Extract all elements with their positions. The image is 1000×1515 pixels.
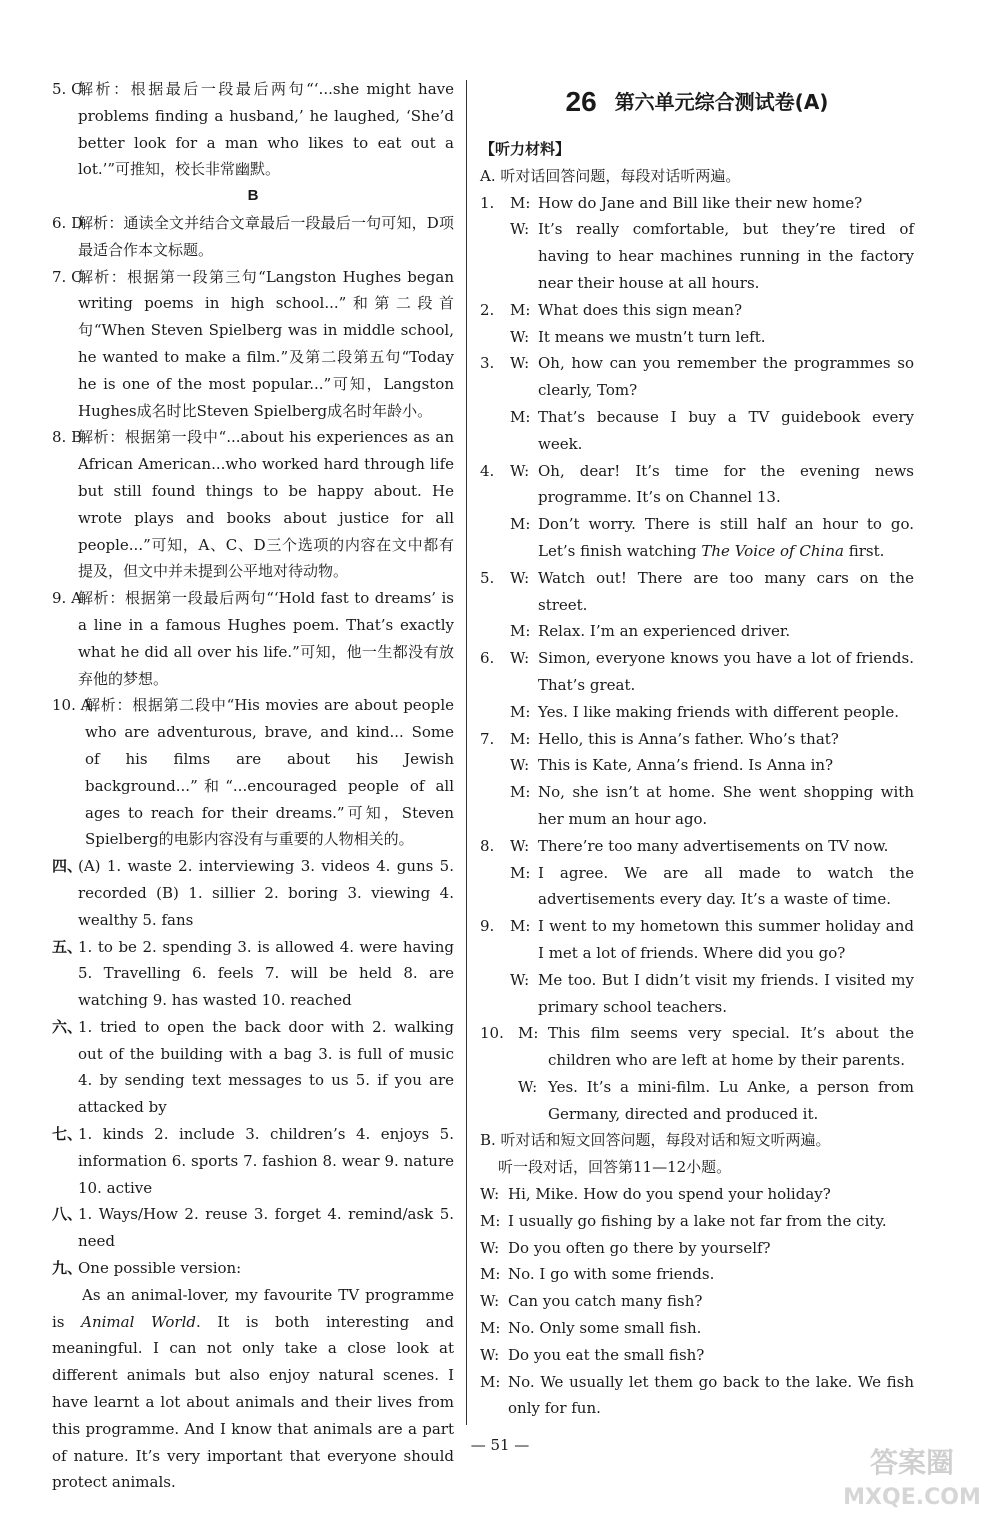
essay-part-a: As an animal-lover, my favourite TV programme is: [52, 1285, 454, 1331]
speaker: M:: [510, 622, 531, 641]
speaker: M:: [510, 702, 531, 721]
section-number: 八、: [52, 1205, 83, 1224]
speaker: M:: [510, 193, 531, 212]
line-text: Oh, how can you remember the programmes so clearly, Tom?: [538, 354, 914, 400]
essay-programme-name: Animal World: [81, 1312, 196, 1331]
line-text-end: first.: [843, 541, 885, 560]
listening-heading: 【听力材料】: [480, 140, 571, 158]
answer-text: 解析：根据第一段第三句“Langston Hughes began writing poems in high school...”和第二段首句“When Steven Spielberg was in middle school, he wanted to make a film.”及第二段第五句“Today he is one of the most popular...”可知，Langston Hughes成名时比Steven Spielberg成名时年龄小。: [78, 267, 454, 420]
dialogue-4-line-1: [480, 458, 914, 512]
dialogue-8-line-1: [480, 833, 914, 860]
answer-text: 解析：根据第二段中“His movies are about people who are adventurous, brave, and kind... Some of his films are about his Jewish background...”和“...encouraged people of all ages to reach for their dreams.”可知，Steven Spielberg的电影内容没有与重要的人物相关的。: [85, 696, 454, 849]
answer-number: 8. B: [52, 428, 83, 447]
speaker: M:: [510, 863, 531, 882]
section-8: [52, 1201, 454, 1255]
section-6: [52, 1014, 454, 1121]
answer-number: 7. C: [52, 267, 83, 286]
line-text: This is Kate, Anna’s friend. Is Anna in?: [538, 756, 834, 775]
line-text: Watch out! There are too many cars on the street.: [538, 568, 914, 614]
dialogue-2-line-2: [480, 324, 914, 351]
dialogue-5-line-1: [480, 565, 914, 619]
conversation-line: [480, 1369, 914, 1423]
speaker: M:: [510, 407, 531, 426]
section-number: 五、: [52, 937, 83, 956]
left-column: [52, 76, 454, 1496]
line-text: Simon, everyone knows you have a lot of friends. That’s great.: [538, 649, 914, 694]
conversation-line: [480, 1235, 914, 1262]
section-4: [52, 853, 454, 933]
section-number: 四、: [52, 857, 83, 876]
speaker: M:: [510, 729, 531, 748]
answer-10: [52, 692, 454, 853]
line-text: That’s because I buy a TV guidebook every week.: [538, 407, 914, 453]
watermark-line-1: 答案圈: [869, 1446, 955, 1479]
speaker: M:: [480, 1265, 501, 1284]
line-text: I went to my hometown this summer holiday and I met a lot of friends. Where did you go?: [538, 917, 914, 962]
section-number: 九、: [52, 1259, 83, 1278]
speaker: M:: [510, 300, 531, 319]
dialogue-number: 5.: [480, 568, 495, 587]
speaker: W:: [510, 649, 530, 668]
speaker: W:: [510, 568, 530, 587]
essay-part-b: . It is both interesting and meaningful. I can not only take a close look at different animals but also enjoy natural scenes. I have learnt a lot about animals and their lives from this programme. And I know that animals are a part of nature. It’s very important that everyone should protect animals.: [52, 1312, 454, 1492]
dialogue-number: 2.: [480, 300, 495, 319]
speaker: W:: [480, 1185, 500, 1204]
speaker: W:: [510, 354, 530, 373]
line-text: What does this sign mean?: [538, 300, 743, 319]
answer-8: [52, 424, 454, 585]
answer-7: [52, 264, 454, 425]
speaker: W:: [510, 756, 530, 775]
speaker: W:: [480, 1238, 500, 1257]
dialogue-number: 1.: [480, 193, 495, 212]
dialogue-9-line-2: [480, 967, 914, 1021]
dialogue-10-line-2: [480, 1074, 914, 1128]
conversation-line: [480, 1342, 914, 1369]
section-text: 1. to be 2. spending 3. is allowed 4. were having 5. Travelling 6. feels 7. will be held 8. are watching 9. has wasted 10. reached: [78, 937, 454, 1010]
dialogue-number: 6.: [480, 649, 495, 668]
speaker: W:: [480, 1292, 500, 1311]
test-title: [480, 78, 914, 126]
line-text: Don’t worry. There is still half an hour to go. Let’s finish watching: [538, 515, 914, 560]
answer-number: 9. A: [52, 589, 82, 608]
speaker: W:: [510, 327, 530, 346]
section-5: [52, 934, 454, 1014]
speaker: M:: [510, 783, 531, 802]
dialogue-4-line-2: [480, 511, 914, 565]
conversation-line: [480, 1315, 914, 1342]
speaker: M:: [480, 1372, 501, 1391]
line-text: Yes. I like making friends with different people.: [538, 702, 900, 721]
line-text: This film seems very special. It’s about the children who are left at home by their parents.: [548, 1024, 914, 1070]
line-text: Me too. But I didn’t visit my friends. I visited my primary school teachers.: [538, 970, 914, 1016]
speaker: W:: [518, 1077, 538, 1096]
dialogue-3-line-2: [480, 404, 914, 458]
answer-text: 解析：根据第一段中“...about his experiences as an African American...who worked hard through life but still found things to be happy about. He wrote plays and books about justice for all people...”可知，A、C、D三个选项的内容在文中都有提及，但文中并未提到公平地对待动物。: [78, 428, 454, 581]
dialogue-number: 3.: [480, 354, 495, 373]
answer-text: 解析：通读全文并结合文章最后一段最后一句可知，D项最适合作本文标题。: [78, 213, 454, 259]
line-text: It’s really comfortable, but they’re tired of having to hear machines running in the factory near their house at all hours.: [538, 220, 914, 292]
answer-number: 6. D: [52, 213, 84, 232]
line-text: Oh, dear! It’s time for the evening news programme. It’s on Channel 13.: [538, 461, 914, 507]
test-number: 26: [565, 85, 597, 117]
dialogue-10-line-1: [480, 1020, 914, 1074]
speaker: M:: [480, 1211, 501, 1230]
answer-number: 5. C: [52, 80, 83, 98]
section-text: One possible version:: [78, 1259, 242, 1278]
section-b-heading: B: [247, 187, 259, 205]
section-9: [52, 1255, 454, 1282]
conversation-line: [480, 1288, 914, 1315]
test-title-text: 第六单元综合测试卷(A): [614, 89, 829, 114]
line-text: I agree. We are all made to watch the advertisements every day. It’s a waste of time.: [538, 863, 914, 909]
section-number: 七、: [52, 1125, 83, 1144]
speaker: W:: [510, 461, 530, 480]
speaker: W:: [510, 220, 530, 239]
programme-title: The Voice of China: [701, 541, 844, 560]
dialogue-number: 7.: [480, 729, 495, 748]
dialogue-5-line-2: [480, 618, 914, 645]
dialogue-1-line-1: [480, 190, 914, 217]
speaker: W:: [480, 1345, 500, 1364]
dialogue-3-line-1: [480, 350, 914, 404]
part-b-instruction: B. 听对话和短文回答问题，每段对话和短文听两遍。: [480, 1131, 831, 1150]
line-text: No, she isn’t at home. She went shopping with her mum an hour ago.: [538, 783, 914, 828]
section-text: (A) 1. waste 2. interviewing 3. videos 4. guns 5. recorded (B) 1. sillier 2. boring 3. viewing 4. wealthy 5. fans: [78, 857, 454, 929]
dialogue-8-line-2: [480, 860, 914, 914]
page-number: — 51 —: [470, 1436, 530, 1454]
line-text: No. Only some small fish.: [508, 1319, 702, 1338]
dialogue-1-line-2: [480, 216, 914, 296]
section-7: [52, 1121, 454, 1201]
section-text: 1. kinds 2. include 3. children’s 4. enjoys 5. information 6. sports 7. fashion 8. wear 9. nature 10. active: [78, 1125, 454, 1197]
answer-text: 解析：根据第一段最后两句“‘Hold fast to dreams’ is a line in a famous Hughes poem. That’s exactly what he did all over his life.”可知，他一生都没有放弃他的梦想。: [78, 589, 454, 688]
speaker: M:: [518, 1024, 539, 1043]
dialogue-2-line-1: [480, 297, 914, 324]
conversation-line: [480, 1261, 914, 1288]
dialogue-6-line-2: [480, 699, 914, 726]
part-a-instruction: A. 听对话回答问题，每段对话听两遍。: [480, 166, 741, 185]
line-text: Do you eat the small fish?: [508, 1345, 705, 1364]
dialogue-number: 8.: [480, 836, 495, 855]
speaker: M:: [510, 917, 531, 936]
answer-text: 解析：根据最后一段最后两句“‘...she might have problems finding a husband,’ he laughed, ‘She’d better look for a man who likes to eat out a lot.’”可推知，校长非常幽默。: [78, 80, 454, 179]
line-text: Hi, Mike. How do you spend your holiday?: [508, 1185, 831, 1204]
answer-5: [52, 76, 454, 183]
dialogue-number: 10.: [480, 1024, 504, 1043]
watermark-logo: [842, 1440, 982, 1512]
line-text: Can you catch many fish?: [508, 1292, 703, 1311]
answer-number: 10. A: [52, 696, 92, 715]
conversation-line: [480, 1181, 914, 1208]
speaker: M:: [480, 1319, 501, 1338]
line-text: How do Jane and Bill like their new home?: [538, 193, 863, 212]
model-essay: [52, 1282, 454, 1496]
dialogue-9-line-1: [480, 913, 914, 967]
speaker: M:: [510, 515, 531, 534]
line-text: Yes. It’s a mini-film. Lu Anke, a person from Germany, directed and produced it.: [548, 1077, 914, 1123]
section-text: 1. Ways/How 2. reuse 3. forget 4. remind/ask 5. need: [78, 1205, 454, 1251]
dialogue-6-line-1: [480, 645, 914, 699]
conversation-line: [480, 1208, 914, 1235]
watermark-line-2: MXQE.COM: [843, 1485, 981, 1510]
dialogue-7-line-2: [480, 752, 914, 779]
dialogue-number: 4.: [480, 461, 495, 480]
line-text: No. We usually let them go back to the lake. We fish only for fun.: [508, 1372, 914, 1418]
right-column: [480, 76, 914, 1422]
dialogue-7-line-1: [480, 726, 914, 753]
section-text: 1. tried to open the back door with 2. walking out of the building with a bag 3. is full of music 4. by sending text messages to us 5. if you are attacked by: [78, 1017, 454, 1117]
speaker: W:: [510, 836, 530, 855]
answer-9: [52, 585, 454, 692]
part-b-subinstruction: 听一段对话，回答第11—12小题。: [498, 1158, 732, 1177]
dialogue-number: 9.: [480, 917, 495, 936]
dialogue-7-line-3: [480, 779, 914, 833]
line-text: It means we mustn’t turn left.: [538, 327, 766, 346]
line-text: There’re too many advertisements on TV now.: [538, 836, 889, 855]
line-text: Relax. I’m an experienced driver.: [538, 622, 791, 641]
line-text: Hello, this is Anna’s father. Who’s that?: [538, 729, 839, 748]
column-divider: [466, 80, 467, 1425]
answer-6: [52, 210, 454, 264]
speaker: W:: [510, 970, 530, 989]
line-text: I usually go fishing by a lake not far from the city.: [508, 1211, 887, 1230]
line-text: No. I go with some friends.: [508, 1265, 715, 1284]
section-number: 六、: [52, 1017, 83, 1036]
line-text: Do you often go there by yourself?: [508, 1238, 771, 1257]
